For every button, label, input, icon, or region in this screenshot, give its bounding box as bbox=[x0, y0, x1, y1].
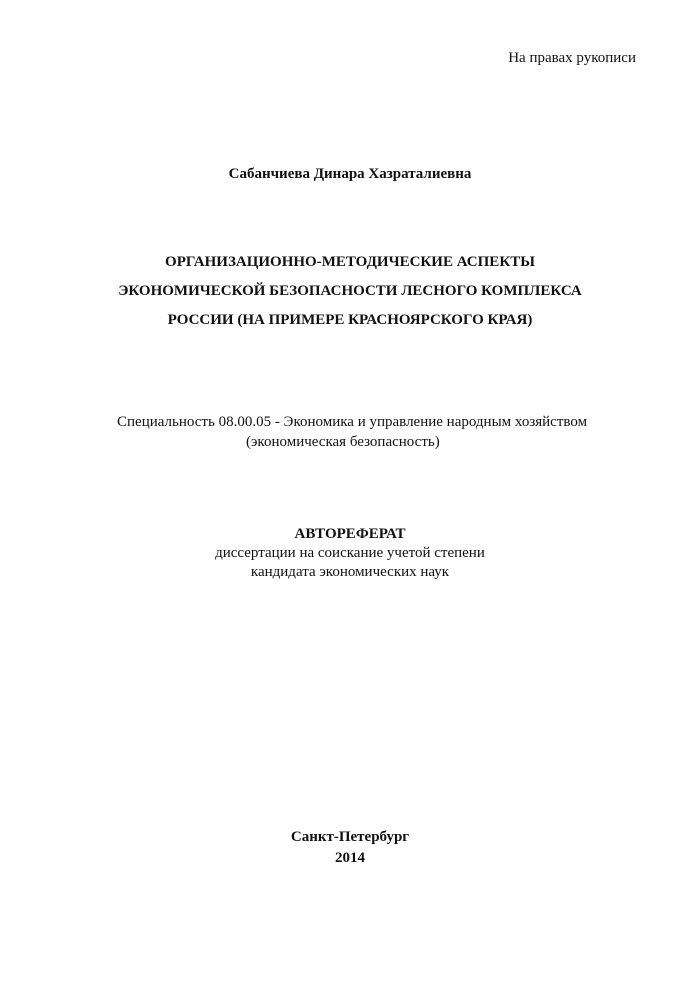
title-line: ОРГАНИЗАЦИОННО-МЕТОДИЧЕСКИЕ АСПЕКТЫ bbox=[165, 254, 535, 270]
title-line: РОССИИ (НА ПРИМЕРЕ КРАСНОЯРСКОГО КРАЯ) bbox=[167, 312, 533, 328]
specialty-subline: (экономическая безопасность) bbox=[246, 434, 440, 450]
specialty-line: Специальность 08.00.05 - Экономика и управление народным хозяйством bbox=[117, 414, 588, 430]
abstract-block bbox=[0, 524, 700, 582]
abstract-line: диссертации на соискание учетой степени bbox=[215, 545, 485, 561]
rights-note: На правах рукописи bbox=[508, 50, 636, 66]
title-line: ЭКОНОМИЧЕСКОЙ БЕЗОПАСНОСТИ ЛЕСНОГО КОМПЛЕКСА bbox=[118, 283, 582, 299]
place-and-year bbox=[0, 827, 700, 869]
abstract-line: кандидата экономических наук bbox=[250, 564, 450, 580]
abstract-heading: АВТОРЕФЕРАТ bbox=[294, 526, 406, 542]
city: Санкт-Петербург bbox=[290, 829, 410, 845]
dissertation-title bbox=[0, 248, 700, 335]
specialty-block bbox=[0, 412, 700, 452]
author-name: Сабанчиева Динара Хазраталиевна bbox=[228, 166, 472, 182]
year: 2014 bbox=[335, 850, 365, 866]
